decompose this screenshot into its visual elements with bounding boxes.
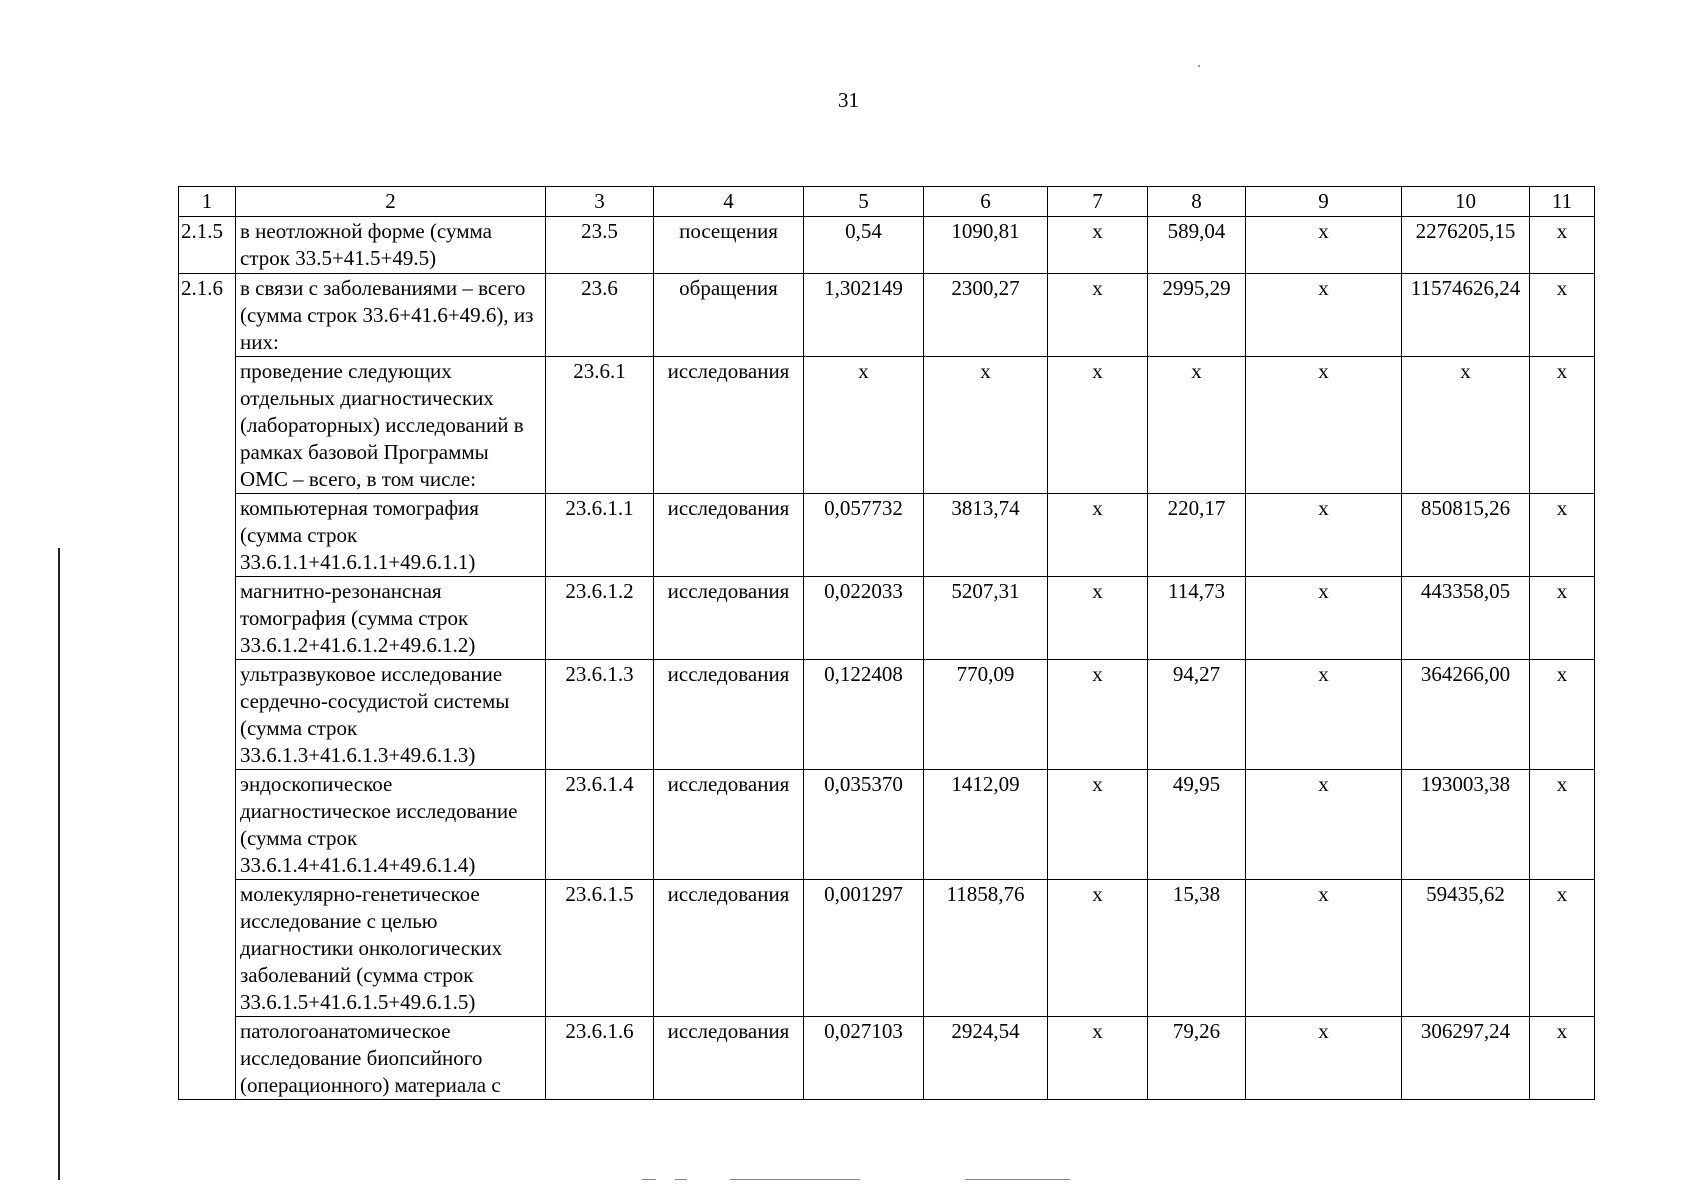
row-value-cell: х (1530, 274, 1595, 357)
row-name-cell: в неотложной форме (сумма строк 33.5+41.5+49.5) (236, 217, 546, 274)
row-code-cell: 23.6.1.1 (546, 494, 654, 577)
row-code-cell: 23.6.1.6 (546, 1017, 654, 1100)
row-value-cell: х (1246, 494, 1402, 577)
header-cell: 1 (179, 187, 236, 217)
table-row (179, 770, 1595, 880)
row-value-cell: х (1246, 660, 1402, 770)
row-value-cell: х (1048, 880, 1148, 1017)
row-value-cell: 364266,00 (1402, 660, 1530, 770)
row-value-cell: 2276205,15 (1402, 217, 1530, 274)
row-value-cell: х (1048, 577, 1148, 660)
row-value-cell: 114,73 (1148, 577, 1246, 660)
row-value-cell: 2995,29 (1148, 274, 1246, 357)
row-number-cell: 2.1.5 (179, 217, 236, 274)
row-value-cell: х (1246, 357, 1402, 494)
row-value-cell: х (1530, 660, 1595, 770)
row-value-cell: х (1530, 1017, 1595, 1100)
header-cell: 11 (1530, 187, 1595, 217)
row-name-cell: проведение следующих отдельных диагностических (лабораторных) исследований в рамках базовой Программы ОМС – всего, в том числе: (236, 357, 546, 494)
data-table (178, 186, 1595, 1100)
row-value-cell: 2924,54 (924, 1017, 1048, 1100)
scan-artifact-line (730, 1179, 860, 1180)
row-value-cell: х (1048, 660, 1148, 770)
table-body (179, 187, 1595, 1100)
row-value-cell: х (1530, 217, 1595, 274)
row-value-cell: 0,001297 (804, 880, 924, 1017)
row-value-cell: х (1048, 274, 1148, 357)
row-code-cell: 23.6.1.3 (546, 660, 654, 770)
row-name-cell: патологоанатомическое исследование биопсийного (операционного) материала с (236, 1017, 546, 1100)
table-row (179, 1017, 1595, 1100)
row-value-cell: 1412,09 (924, 770, 1048, 880)
row-value-cell: х (1530, 880, 1595, 1017)
row-value-cell: 193003,38 (1402, 770, 1530, 880)
row-name-cell: молекулярно-генетическое исследование с целью диагностики онкологических заболеваний (сумма строк 33.6.1.5+41.6.1.5+49.6.1.5) (236, 880, 546, 1017)
row-number-cell: 2.1.6 (179, 274, 236, 1100)
row-value-cell: 0,022033 (804, 577, 924, 660)
row-value-cell: 11858,76 (924, 880, 1048, 1017)
row-value-cell: х (1246, 274, 1402, 357)
row-value-cell: 0,027103 (804, 1017, 924, 1100)
table-row (179, 880, 1595, 1017)
row-code-cell: 23.5 (546, 217, 654, 274)
row-name-cell: ультразвуковое исследование сердечно-сосудистой системы (сумма строк 33.6.1.3+41.6.1.3+49.6.1.3) (236, 660, 546, 770)
row-unit-cell: исследования (654, 660, 804, 770)
header-cell: 2 (236, 187, 546, 217)
row-code-cell: 23.6.1.4 (546, 770, 654, 880)
row-code-cell: 23.6 (546, 274, 654, 357)
row-value-cell: х (1246, 880, 1402, 1017)
row-value-cell: 1090,81 (924, 217, 1048, 274)
row-value-cell: 3813,74 (924, 494, 1048, 577)
row-value-cell: 220,17 (1148, 494, 1246, 577)
row-value-cell: 443358,05 (1402, 577, 1530, 660)
scan-speck (1198, 65, 1200, 67)
row-value-cell: х (1246, 217, 1402, 274)
row-code-cell: 23.6.1.5 (546, 880, 654, 1017)
table-row (179, 217, 1595, 274)
table-row (179, 660, 1595, 770)
row-unit-cell: исследования (654, 577, 804, 660)
row-value-cell: х (1048, 217, 1148, 274)
row-value-cell: 49,95 (1148, 770, 1246, 880)
row-unit-cell: исследования (654, 770, 804, 880)
row-value-cell: х (804, 357, 924, 494)
table-header-row (179, 187, 1595, 217)
row-value-cell: 94,27 (1148, 660, 1246, 770)
row-value-cell: х (924, 357, 1048, 494)
row-unit-cell: обращения (654, 274, 804, 357)
row-value-cell: х (1402, 357, 1530, 494)
row-value-cell: х (1246, 577, 1402, 660)
table-row (179, 577, 1595, 660)
row-name-cell: в связи с заболеваниями – всего (сумма строк 33.6+41.6+49.6), из них: (236, 274, 546, 357)
row-unit-cell: исследования (654, 1017, 804, 1100)
row-name-cell: эндоскопическое диагностическое исследование (сумма строк 33.6.1.4+41.6.1.4+49.6.1.4) (236, 770, 546, 880)
row-value-cell: х (1530, 770, 1595, 880)
row-value-cell: х (1246, 1017, 1402, 1100)
row-name-cell: компьютерная томография (сумма строк 33.6.1.1+41.6.1.1+49.6.1.1) (236, 494, 546, 577)
row-value-cell: х (1530, 577, 1595, 660)
row-code-cell: 23.6.1 (546, 357, 654, 494)
header-cell: 3 (546, 187, 654, 217)
header-cell: 7 (1048, 187, 1148, 217)
row-value-cell: 0,54 (804, 217, 924, 274)
row-value-cell: х (1048, 494, 1148, 577)
row-value-cell: х (1246, 770, 1402, 880)
scan-binding-line (58, 548, 60, 1180)
header-cell: 8 (1148, 187, 1246, 217)
row-unit-cell: исследования (654, 357, 804, 494)
row-value-cell: х (1530, 357, 1595, 494)
header-cell: 6 (924, 187, 1048, 217)
header-cell: 9 (1246, 187, 1402, 217)
row-unit-cell: исследования (654, 494, 804, 577)
row-value-cell: х (1048, 770, 1148, 880)
table-row (179, 274, 1595, 357)
row-value-cell: 306297,24 (1402, 1017, 1530, 1100)
row-value-cell: х (1148, 357, 1246, 494)
row-value-cell: х (1048, 357, 1148, 494)
row-value-cell: 79,26 (1148, 1017, 1246, 1100)
row-unit-cell: исследования (654, 880, 804, 1017)
row-unit-cell: посещения (654, 217, 804, 274)
header-cell: 4 (654, 187, 804, 217)
row-value-cell: 770,09 (924, 660, 1048, 770)
row-value-cell: 2300,27 (924, 274, 1048, 357)
scan-artifact-line (965, 1179, 1070, 1180)
row-value-cell: 0,057732 (804, 494, 924, 577)
header-cell: 5 (804, 187, 924, 217)
row-value-cell: 0,035370 (804, 770, 924, 880)
row-value-cell: х (1048, 1017, 1148, 1100)
header-cell: 10 (1402, 187, 1530, 217)
row-value-cell: 1,302149 (804, 274, 924, 357)
row-value-cell: 589,04 (1148, 217, 1246, 274)
table-row (179, 494, 1595, 577)
page-number: 31 (838, 88, 859, 112)
row-value-cell: 5207,31 (924, 577, 1048, 660)
table-row (179, 357, 1595, 494)
row-value-cell: 11574626,24 (1402, 274, 1530, 357)
row-code-cell: 23.6.1.2 (546, 577, 654, 660)
row-value-cell: 59435,62 (1402, 880, 1530, 1017)
row-value-cell: 0,122408 (804, 660, 924, 770)
row-value-cell: х (1530, 494, 1595, 577)
row-value-cell: 850815,26 (1402, 494, 1530, 577)
scan-artifact-line (642, 1179, 656, 1180)
scan-artifact-line (675, 1179, 687, 1180)
row-value-cell: 15,38 (1148, 880, 1246, 1017)
row-name-cell: магнитно-резонансная томография (сумма строк 33.6.1.2+41.6.1.2+49.6.1.2) (236, 577, 546, 660)
